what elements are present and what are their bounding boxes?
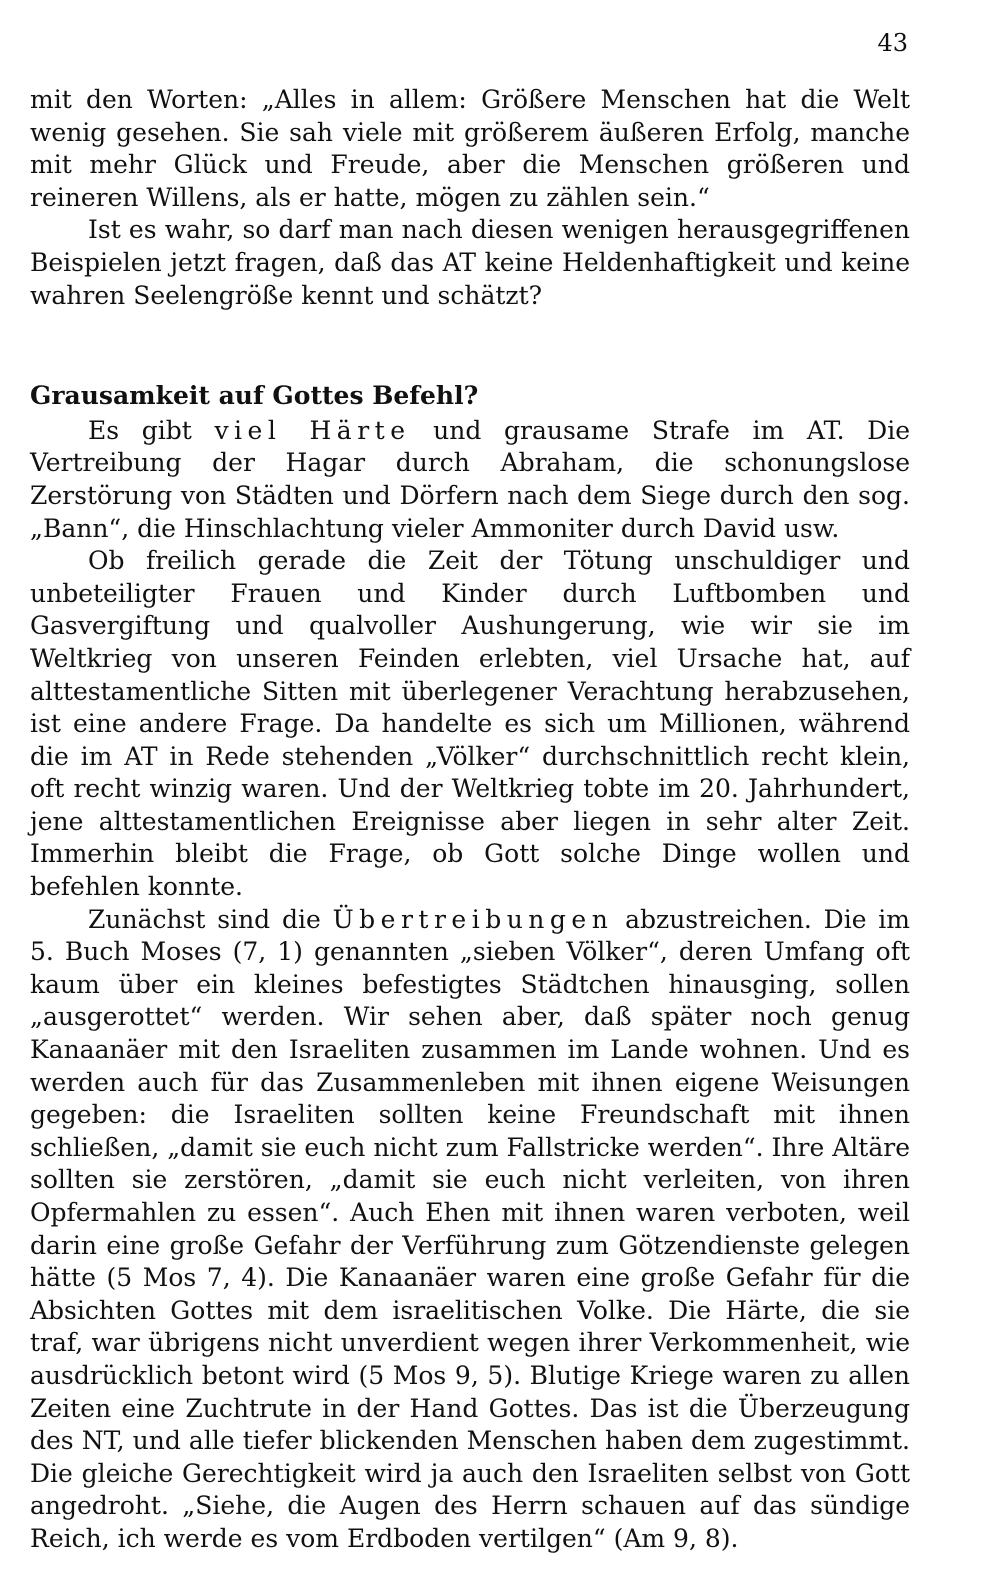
page-number: 43 [877,29,908,57]
paragraph-haerte [30,415,910,545]
text-run: Es gibt [88,415,192,445]
paragraph-uebertreibungen [30,904,910,1556]
page-body [30,84,910,1556]
section-heading: Grausamkeit auf Gottes Befehl? [30,381,479,411]
text-run: abzustreichen. Die im 5. Buch Moses (7, 1) genannten „sieben Völker“, deren Umfang oft kaum über ein kleines befestigtes Städtchen hinausging, sollen „ausgerottet“ werden. Wir sehen aber, daß später noch genug Kanaanäer mit den Israeliten zusammen im Lande wohnen. Und es werden auch für das Zusammenleben mit ihnen eigene Weisungen gegeben: die Israeliten sollten keine Freundschaft mit ihnen schließen, „damit sie euch nicht zum Fallstricke werden“. Ihre Altäre sollten sie zerstören, „damit sie euch nicht verleiten, von ihren Opfermahlen zu essen“. Auch Ehen mit ihnen waren verboten, weil darin eine große Gefahr der Verführung zum Götzendienste gelegen hätte (5 Mos 7, 4). Die Kanaanäer waren eine große Gefahr für die Absichten Gottes mit dem israelitischen Volke. Die Härte, die sie traf, war übrigens nicht unverdient wegen ihrer Verkommenheit, wie ausdrücklich betont wird (5 Mos 9, 5). Blutige Kriege waren zu allen Zeiten eine Zuchtrute in der Hand Gottes. Das ist die Überzeugung des NT, und alle tiefer blickenden Menschen haben dem zugestimmt. Die gleiche Gerechtigkeit wird ja auch den Israeliten selbst von Gott angedroht. „Siehe, die Augen des Herrn schauen auf das sündige Reich, ich werde es vom Erdboden vertilgen“ (Am 9, 8). [30,904,911,1553]
emphasis-spaced: viel Härte [214,415,411,445]
paragraph-weltkrieg: Ob freilich gerade die Zeit der Tötung unschuldiger und unbeteiligter Frauen und Kinder durch Luftbomben und Gasvergiftung und qualvoller Aushungerung, wie wir sie im Weltkrieg von unseren Feinden erlebten, viel Ursache hat, auf alttestamentliche Sitten mit überlegener Verachtung herabzusehen, ist eine andere Frage. Da handelte es sich um Millionen, während die im AT in Rede stehenden „Völker“ durchschnittlich recht klein, oft recht winzig waren. Und der Weltkrieg tobte im 20. Jahrhundert, jene alttestamentlichen Ereignisse aber liegen in sehr alter Zeit. Immerhin bleibt die Frage, ob Gott solche Dinge wollen und befehlen konnte. [30,546,910,902]
paragraph-question: Ist es wahr, so darf man nach diesen wenigen herausgegriffenen Beispielen jetzt fragen, daß das AT keine Heldenhaftigkeit und keine wahren Seelengröße kennt und schätzt? [30,215,910,310]
paragraph-quote-end: mit den Worten: „Alles in allem: Größere Menschen hat die Welt wenig gesehen. Sie sah viele mit größerem äußeren Erfolg, manche mit mehr Glück und Freude, aber die Menschen größeren und reineren Willens, als er hatte, mögen zu zählen sein.“ [30,85,910,212]
emphasis-spaced: Übertreibungen [332,904,614,934]
text-run: und grausame Strafe im AT. Die Vertreibung der Hagar durch Abraham, die schonungslose Zerstörung von Städten und Dörfern nach dem Siege durch den sog. „Bann“, die Hinschlachtung vieler Ammoniter durch David usw. [30,415,911,543]
text-run: Zunächst sind die [88,904,321,934]
